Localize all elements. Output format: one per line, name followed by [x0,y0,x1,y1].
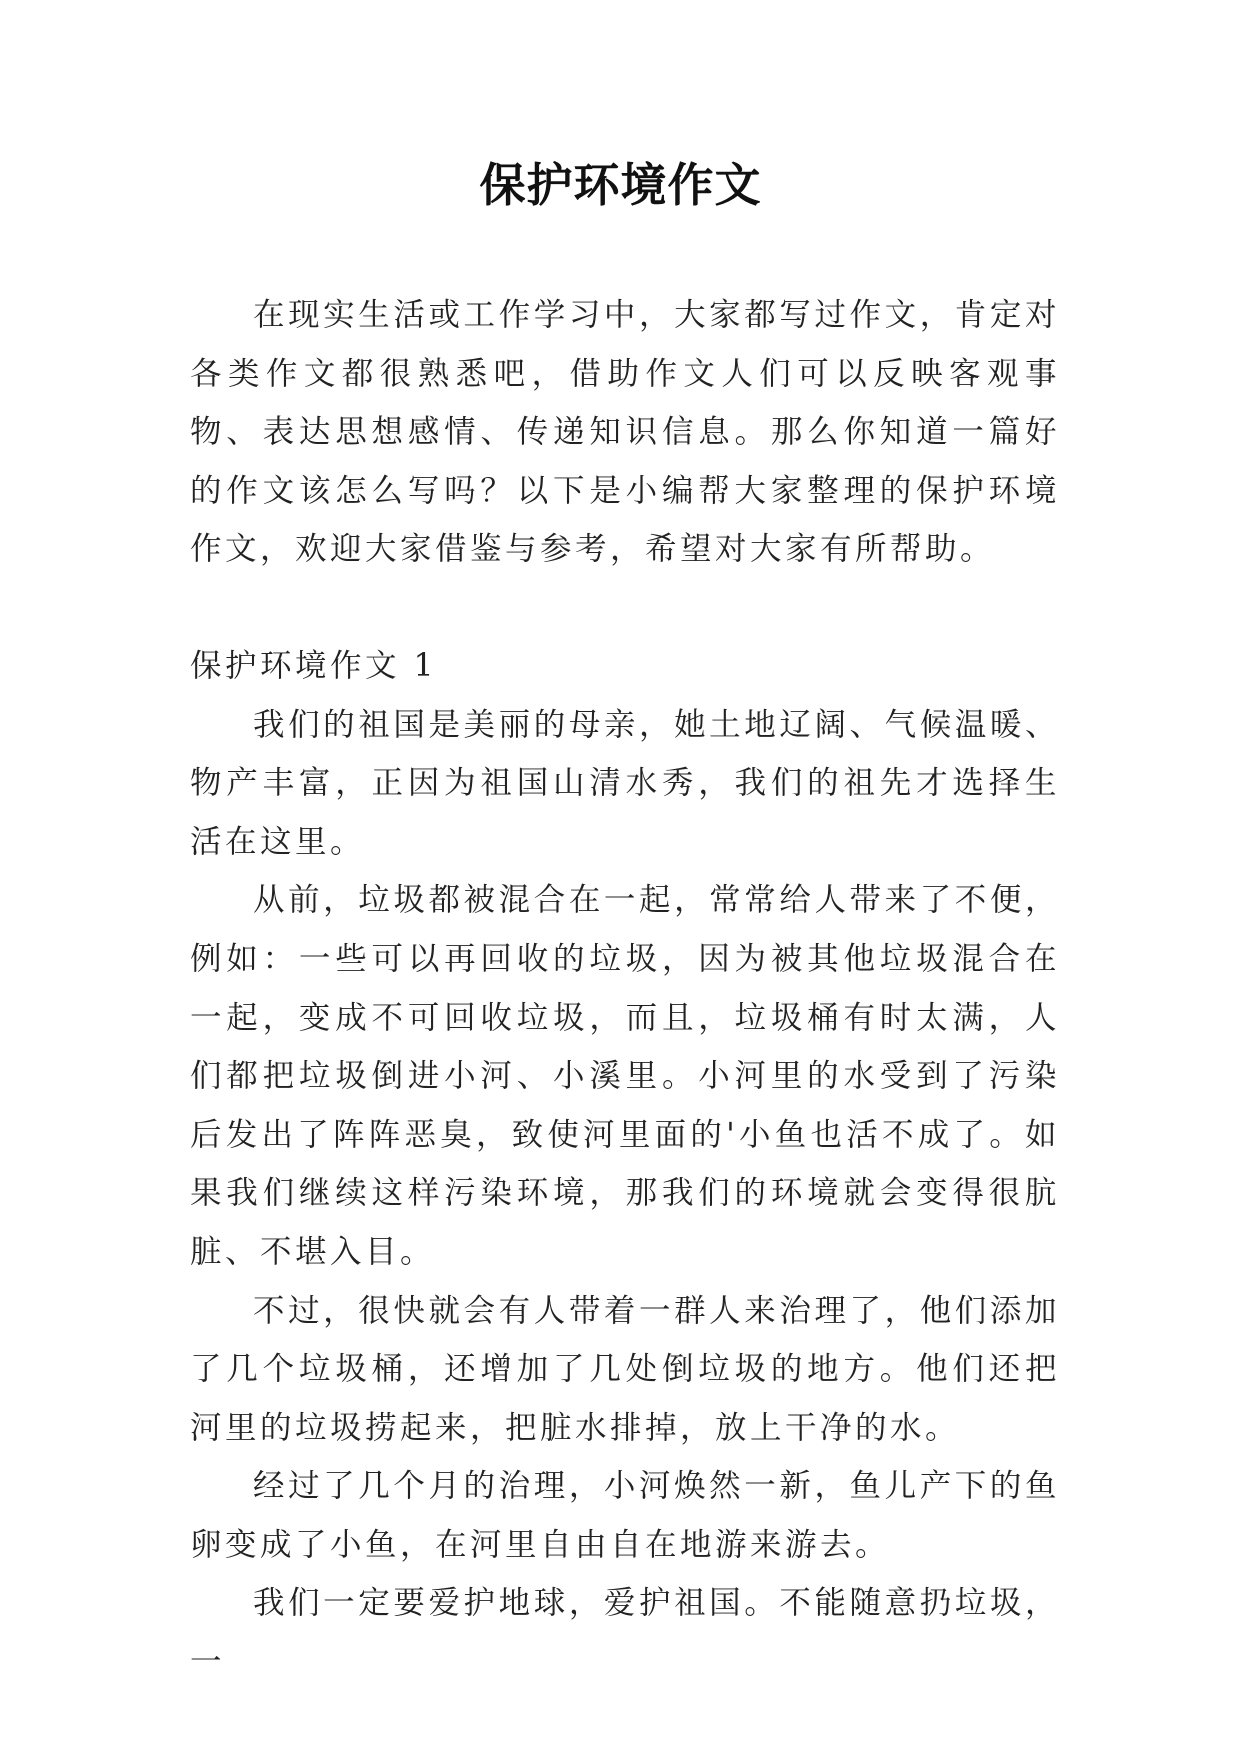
intro-paragraph: 在现实生活或工作学习中，大家都写过作文，肯定对各类作文都很熟悉吧，借助作文人们可以反映客观事物、表达思想感情、传递知识信息。那么你知道一篇好的作文该怎么写吗？以下是小编帮大家整理的保护环境作文，欢迎大家借鉴与参考，希望对大家有所帮助。 [190,297,1060,568]
document-title: 保护环境作文 [479,158,762,212]
body-paragraph: 经过了几个月的治理，小河焕然一新，鱼儿产下的鱼卵变成了小鱼，在河里自由自在地游来游去。 [190,1468,1060,1563]
body-paragraph: 我们一定要爱护地球，爱护祖国。不能随意扔垃圾，一 [190,1585,1060,1681]
body-paragraph: 从前，垃圾都被混合在一起，常常给人带来了不便，例如：一些可以再回收的垃圾，因为被其他垃圾混合在一起，变成不可回收垃圾，而且，垃圾桶有时太满，人们都把垃圾倒进小河、小溪里。小河里的水受到了污染后发出了阵阵恶臭，致使河里面的'小鱼也活不成了。如果我们继续这样污染环境，那我们的环境就会变得很肮脏、不堪入目。 [190,882,1060,1270]
document-body [190,286,1060,1692]
body-paragraph: 不过，很快就会有人带着一群人来治理了，他们添加了几个垃圾桶，还增加了几处倒垃圾的地方。他们还把河里的垃圾捞起来，把脏水排掉，放上干净的水。 [190,1292,1060,1446]
section-heading: 保护环境作文 1 [190,647,438,684]
body-paragraph: 我们的祖国是美丽的母亲，她土地辽阔、气候温暖、物产丰富，正因为祖国山清水秀，我们的祖先才选择生活在这里。 [190,706,1060,860]
